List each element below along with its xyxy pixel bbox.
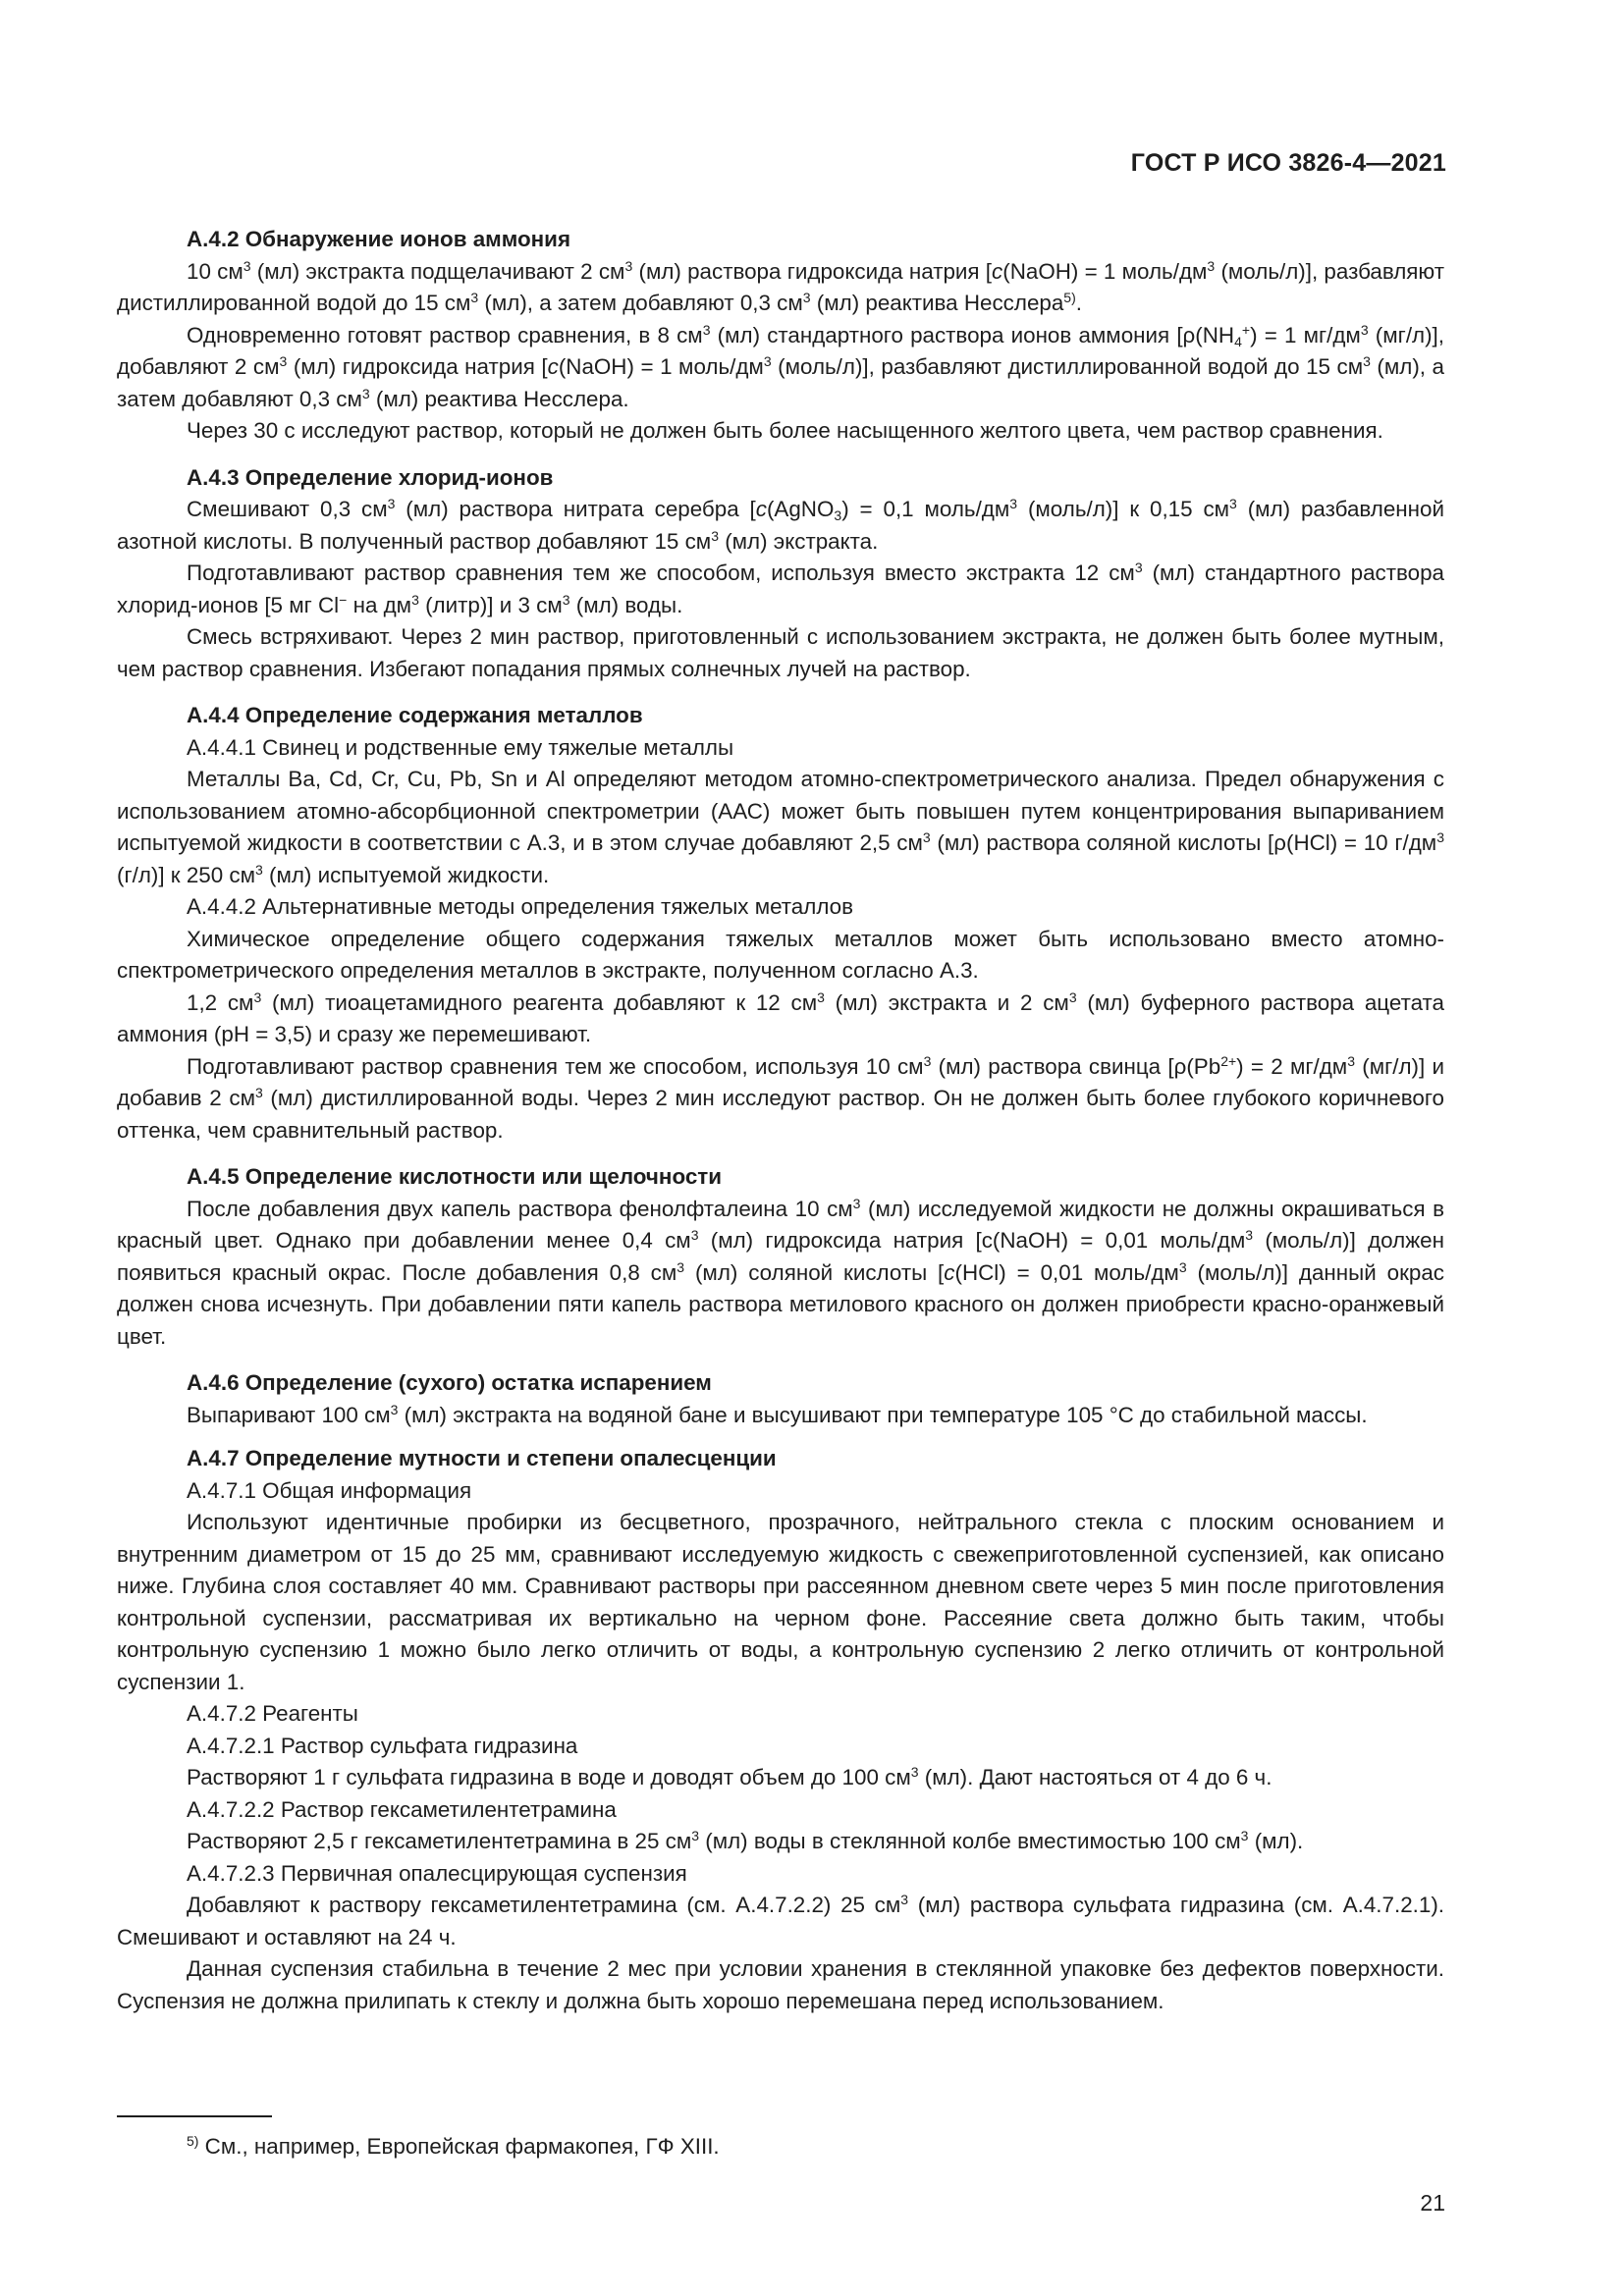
subsection-heading: А.4.4.1 Свинец и родственные ему тяжелые металлы [187, 734, 734, 760]
paragraph: Смешивают 0,3 $см^3$ (мл) раствора нитрата серебра [c(AgNO$_3$) = 0,1 моль/$дм^3$ (моль/л)] к 0,15 $см^3$ (мл) разбавленной азотной кислоты. В полученный раствор добавляют 15 $см^3$ (мл) экстракта. [117, 496, 1444, 554]
paragraph: Растворяют 1 г сульфата гидразина в воде и доводят объем до 100 $см^3$ (мл). Дают настояться от 4 до 6 ч. [187, 1764, 1272, 1789]
paragraph: Одновременно готовят раствор сравнения, в 8 $см^3$ (мл) стандартного раствора ионов аммония [$\rho(NH_4^+) = 1$ $мг/дм^3$ (мг/л)], добавляют 2 $см^3$ (мл) гидроксида натрия [c(NaOH) = 1 моль/$дм^3$ (моль/л)], разбавляют дистиллированной водой до 15 $см^3$ (мл), а затем добавляют 0,3 $см^3$ (мл) реактива Несслера. [117, 321, 1445, 411]
paragraph: 10 $см^3$ (мл) экстракта подщелачивают 2 $см^3$ (мл) раствора гидроксида натрия [c(NaOH) = 1 моль/$дм^3$ (моль/л)], разбавляют дистиллированной водой до 15 $см^3$ (мл), а затем добавляют 0,3 $см^3$ (мл) реактива Несслера$^{5)}$. [117, 257, 1444, 315]
document-header: ГОСТ Р ИСО 3826-4—2021 [1130, 149, 1446, 177]
paragraph: Растворяют 2,5 г гексаметилентетрамина в 25 $см^3$ (мл) воды в стеклянной колбе вместимостью 100 $см^3$ (мл). [187, 1828, 1304, 1853]
paragraph: Данная суспензия стабильна в течение 2 мес при условии хранения в стеклянной упаковке без дефектов поверхности. Суспензия не должна прилипать к стеклу и должна быть хорошо перемешана перед использованием. [117, 1956, 1444, 2013]
subsection-heading: А.4.7.2 Реагенты [187, 1701, 358, 1726]
footnote-text: См., например, Европейская фармакопея, ГФ XIII. [198, 2134, 720, 2159]
section-heading-a47: А.4.7 Определение мутности и степени опалесценции [187, 1446, 777, 1470]
footnote-reference: 5) [1063, 290, 1076, 305]
section-heading-a44: А.4.4 Определение содержания металлов [187, 703, 643, 727]
paragraph: Химическое определение общего содержания тяжелых металлов может быть использовано вместо атомно-спектрометрического определения металлов в экстракте, полученном согласно А.3. [117, 926, 1444, 983]
paragraph: Металлы Ba, Cd, Cr, Cu, Pb, Sn и Al определяют методом атомно-спектрометрического анализа. Предел обнаружения с использованием атомно-абсорбционной спектрометрии (ААС) может быть повышен путем концентрирования выпариванием испытуемой жидкости в соответствии с А.3, и в этом случае добавляют 2,5 $см^3$ (мл) раствора соляной кислоты [ρ(HCl) = 10 $г/дм^3$ (г/л)] к 250 $см^3$ (мл) испытуемой жидкости. [117, 767, 1444, 887]
page-number: 21 [1420, 2190, 1445, 2216]
section-heading-a45: А.4.5 Определение кислотности или щелочности [187, 1164, 723, 1189]
document-body [117, 224, 1444, 2017]
paragraph: 1,2 $см^3$ (мл) тиоацетамидного реагента добавляют к 12 $см^3$ (мл) экстракта и 2 $см^3$ (мл) буферного раствора ацетата аммония (рН = 3,5) и сразу же перемешивают. [117, 988, 1444, 1046]
subsection-heading: А.4.7.2.2 Раствор гексаметилентетрамина [187, 1796, 617, 1822]
paragraph: Подготавливают раствор сравнения тем же способом, используя 10 $см^3$ (мл) раствора свинца [$\rho(Pb^{2+}) = 2$ $мг/дм^3$ (мг/л)] и добавив 2 $см^3$ (мл) дистиллированной воды. Через 2 мин исследуют раствор. Он не должен быть более глубокого коричневого оттенка, чем сравнительный раствор. [117, 1052, 1445, 1143]
section-heading-a42: А.4.2 Обнаружение ионов аммония [187, 227, 571, 251]
footnote-separator [117, 2115, 272, 2117]
subsection-heading: А.4.4.2 Альтернативные методы определения тяжелых металлов [187, 894, 853, 919]
paragraph: Подготавливают раствор сравнения тем же способом, используя вместо экстракта 12 $см^3$ (мл) стандартного раствора хлорид-ионов [5 мг Cl− на $дм^3$ (литр)] и 3 $см^3$ (мл) воды. [117, 560, 1444, 617]
footnote [187, 2134, 720, 2160]
subsection-heading: А.4.7.2.1 Раствор сульфата гидразина [187, 1733, 578, 1758]
paragraph: Смесь встряхивают. Через 2 мин раствор, приготовленный с использованием экстракта, не должен быть более мутным, чем раствор сравнения. Избегают попадания прямых солнечных лучей на раствор. [117, 624, 1444, 681]
paragraph: Через 30 с исследуют раствор, который не должен быть более насыщенного желтого цвета, чем раствор сравнения. [187, 418, 1383, 443]
footnote-mark: 5) [187, 2133, 199, 2149]
paragraph: Используют идентичные пробирки из бесцветного, прозрачного, нейтрального стекла с плоским основанием и внутренним диаметром от 15 до 25 мм, сравнивают исследуемую жидкость с свежеприготовленной суспензией, как описано ниже. Глубина слоя составляет 40 мм. Сравнивают растворы при рассеянном дневном свете через 5 мин после приготовления контрольной суспензии, рассматривая их вертикально на черном фоне. Рассеяние света должно быть таким, чтобы контрольную суспензию 1 можно было легко отличить от воды, а контрольную суспензию 2 легко отличить от контрольной суспензии 1. [117, 1510, 1444, 1694]
paragraph: После добавления двух капель раствора фенолфталеина 10 $см^3$ (мл) исследуемой жидкости не должны окрашиваться в красный цвет. Однако при добавлении менее 0,4 $см^3$ (мл) гидроксида натрия [c(NaOH) = 0,01 моль/$дм^3$ (моль/л)] должен появиться красный окрас. После добавления 0,8 $см^3$ (мл) соляной кислоты [c(HCl) = 0,01 моль/$дм^3$ (моль/л)] данный окрас должен снова исчезнуть. При добавлении пяти капель раствора метилового красного он должен приобрести красно-оранжевый цвет. [117, 1195, 1444, 1349]
paragraph: Выпаривают 100 $см^3$ (мл) экстракта на водяной бане и высушивают при температуре 105 °С до стабильной массы. [187, 1401, 1368, 1427]
section-heading-a43: А.4.3 Определение хлорид-ионов [187, 464, 554, 490]
paragraph: Добавляют к раствору гексаметилентетрамина (см. А.4.7.2.2) 25 $см^3$ (мл) раствора сульфата гидразина (см. А.4.7.2.1). Смешивают и оставляют на 24 ч. [117, 1892, 1445, 1949]
subsection-heading: А.4.7.1 Общая информация [187, 1477, 472, 1503]
subsection-heading: А.4.7.2.3 Первичная опалесцирующая суспензия [187, 1860, 687, 1886]
section-heading-a46: А.4.6 Определение (сухого) остатка испарением [187, 1370, 712, 1395]
